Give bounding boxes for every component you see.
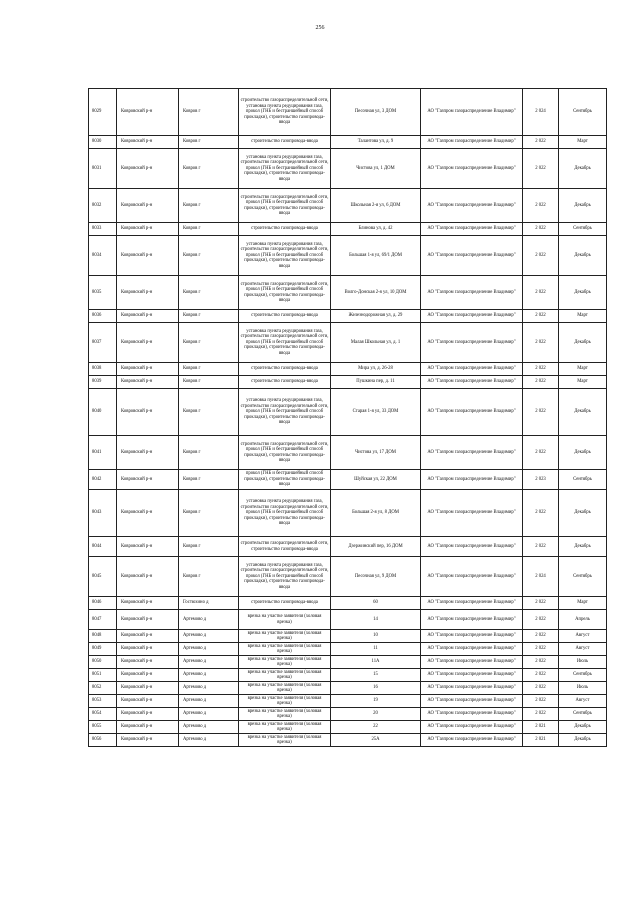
cell-work: строительство газораспределительной сети, прокол (ГНБ и бестраншейный способ прокладки), строительство газопровода-ввода <box>239 436 331 470</box>
cell-address: Чистова ул, 17 ДОМ <box>331 436 421 470</box>
cell-month: Декабрь <box>559 189 607 223</box>
cell-district: Ковровский р-н <box>117 597 179 610</box>
cell-year: 2 022 <box>523 310 559 323</box>
table-row <box>89 708 607 721</box>
cell-org: АО "Газпром газораспределение Владимир" <box>421 276 523 310</box>
cell-month: Июль <box>559 656 607 669</box>
table-row <box>89 557 607 597</box>
cell-work: врезка на участке заявителя (холовая врезка) <box>239 721 331 734</box>
cell-locality: Артемово д <box>179 656 239 669</box>
cell-address: Волго-Донская 2-я ул, 10 ДОМ <box>331 276 421 310</box>
cell-district: Ковровский р-н <box>117 436 179 470</box>
cell-month: Август <box>559 643 607 656</box>
cell-year: 2 022 <box>523 189 559 223</box>
cell-address: 14 <box>331 610 421 630</box>
table-row <box>89 630 607 643</box>
table-row <box>89 669 607 682</box>
cell-org: АО "Газпром газораспределение Владимир" <box>421 236 523 276</box>
cell-district: Ковровский р-н <box>117 695 179 708</box>
cell-code: 8041 <box>89 436 117 470</box>
table-row <box>89 223 607 236</box>
cell-work: прокол (ГНБ и бестраншейный способ прокладки), строительство газопровода-ввода <box>239 470 331 490</box>
cell-month: Июль <box>559 682 607 695</box>
cell-locality: Ковров г <box>179 276 239 310</box>
cell-address: 10 <box>331 630 421 643</box>
cell-year: 2 024 <box>523 89 559 136</box>
cell-year: 2 022 <box>523 436 559 470</box>
cell-code: 8042 <box>89 470 117 490</box>
cell-district: Ковровский р-н <box>117 610 179 630</box>
cell-district: Ковровский р-н <box>117 490 179 537</box>
cell-year: 2 022 <box>523 682 559 695</box>
cell-code: 8038 <box>89 363 117 376</box>
cell-address: 16 <box>331 682 421 695</box>
cell-code: 8050 <box>89 656 117 669</box>
table-row <box>89 695 607 708</box>
cell-org: АО "Газпром газораспределение Владимир" <box>421 721 523 734</box>
cell-month: Март <box>559 376 607 389</box>
cell-locality: Ковров г <box>179 310 239 323</box>
cell-org: АО "Газпром газораспределение Владимир" <box>421 695 523 708</box>
cell-year: 2 022 <box>523 490 559 537</box>
cell-year: 2 023 <box>523 470 559 490</box>
cell-code: 8037 <box>89 323 117 363</box>
cell-address: Песочная ул, 9 ДОМ <box>331 557 421 597</box>
cell-work: установка пункта редуцирования газа, строительство газораспределительной сети, прокол (ГНБ и бестраншейный способ прокладки), строительство газопровода-ввода <box>239 490 331 537</box>
cell-address: Талантова ул, д. 9 <box>331 136 421 149</box>
cell-month: Декабрь <box>559 721 607 734</box>
cell-code: 8043 <box>89 490 117 537</box>
cell-org: АО "Газпром газораспределение Владимир" <box>421 363 523 376</box>
cell-work: врезка на участке заявителя (холовая врезка) <box>239 682 331 695</box>
table-body <box>89 89 607 747</box>
cell-address: 11 <box>331 643 421 656</box>
table-row <box>89 537 607 557</box>
cell-work: врезка на участке заявителя (холовая врезка) <box>239 643 331 656</box>
cell-org: АО "Газпром газораспределение Владимир" <box>421 376 523 389</box>
cell-month: Декабрь <box>559 436 607 470</box>
cell-year: 2 022 <box>523 630 559 643</box>
cell-month: Декабрь <box>559 149 607 189</box>
cell-month: Август <box>559 630 607 643</box>
table-row <box>89 643 607 656</box>
cell-locality: Артемово д <box>179 682 239 695</box>
cell-org: АО "Газпром газораспределение Владимир" <box>421 656 523 669</box>
cell-month: Март <box>559 597 607 610</box>
cell-work: установка пункта редуцирования газа, строительство газораспределительной сети, прокол (ГНБ и бестраншейный способ прокладки), строительство газопровода-ввода <box>239 557 331 597</box>
cell-address: Малая Школьная ул, д. 1 <box>331 323 421 363</box>
cell-month: Август <box>559 695 607 708</box>
cell-work: врезка на участке заявителя (холовая врезка) <box>239 610 331 630</box>
table-row <box>89 389 607 436</box>
table-row <box>89 276 607 310</box>
cell-district: Ковровский р-н <box>117 682 179 695</box>
cell-locality: Ковров г <box>179 189 239 223</box>
cell-code: 8040 <box>89 389 117 436</box>
cell-district: Ковровский р-н <box>117 89 179 136</box>
cell-year: 2 022 <box>523 376 559 389</box>
cell-code: 8055 <box>89 721 117 734</box>
cell-locality: Артемово д <box>179 695 239 708</box>
cell-address: Песочная ул, 3 ДОМ <box>331 89 421 136</box>
cell-month: Декабрь <box>559 236 607 276</box>
cell-year: 2 022 <box>523 695 559 708</box>
cell-locality: Артемово д <box>179 643 239 656</box>
cell-org: АО "Газпром газораспределение Владимир" <box>421 610 523 630</box>
cell-address: Железнодорожная ул, д. 29 <box>331 310 421 323</box>
cell-code: 8030 <box>89 136 117 149</box>
cell-code: 8045 <box>89 557 117 597</box>
cell-year: 2 022 <box>523 363 559 376</box>
table-row <box>89 236 607 276</box>
cell-org: АО "Газпром газораспределение Владимир" <box>421 149 523 189</box>
cell-address: 20 <box>331 708 421 721</box>
cell-year: 2 022 <box>523 276 559 310</box>
table-row <box>89 149 607 189</box>
cell-month: Декабрь <box>559 734 607 747</box>
cell-work: врезка на участке заявителя (холовая врезка) <box>239 734 331 747</box>
table-row <box>89 189 607 223</box>
cell-org: АО "Газпром газораспределение Владимир" <box>421 470 523 490</box>
cell-code: 8051 <box>89 669 117 682</box>
cell-address: 11А <box>331 656 421 669</box>
table-row <box>89 610 607 630</box>
cell-work: строительство газораспределительной сети, строительство газопровода-ввода <box>239 537 331 557</box>
table-row <box>89 310 607 323</box>
cell-org: АО "Газпром газораспределение Владимир" <box>421 537 523 557</box>
cell-district: Ковровский р-н <box>117 708 179 721</box>
table-row <box>89 656 607 669</box>
cell-locality: Артемово д <box>179 708 239 721</box>
cell-month: Сентябрь <box>559 89 607 136</box>
cell-year: 2 021 <box>523 734 559 747</box>
cell-locality: Ковров г <box>179 236 239 276</box>
cell-code: 8032 <box>89 189 117 223</box>
cell-org: АО "Газпром газораспределение Владимир" <box>421 643 523 656</box>
cell-year: 2 022 <box>523 537 559 557</box>
cell-year: 2 022 <box>523 656 559 669</box>
cell-district: Ковровский р-н <box>117 389 179 436</box>
cell-year: 2 022 <box>523 708 559 721</box>
cell-work: строительство газопровода-ввода <box>239 363 331 376</box>
table-row <box>89 597 607 610</box>
cell-month: Сентябрь <box>559 557 607 597</box>
cell-work: врезка на участке заявителя (холовая врезка) <box>239 695 331 708</box>
cell-locality: Ковров г <box>179 149 239 189</box>
cell-code: 8054 <box>89 708 117 721</box>
cell-locality: Ковров г <box>179 537 239 557</box>
cell-locality: Артемово д <box>179 610 239 630</box>
cell-address: 22 <box>331 721 421 734</box>
cell-org: АО "Газпром газораспределение Владимир" <box>421 89 523 136</box>
cell-code: 8056 <box>89 734 117 747</box>
cell-district: Ковровский р-н <box>117 310 179 323</box>
cell-locality: Ковров г <box>179 363 239 376</box>
cell-month: Сентябрь <box>559 223 607 236</box>
cell-address: Мира ул, д. 26-28 <box>331 363 421 376</box>
cell-work: врезка на участке заявителя (холовая врезка) <box>239 669 331 682</box>
cell-locality: Ковров г <box>179 223 239 236</box>
cell-address: Большая 2-я ул, 8 ДОМ <box>331 490 421 537</box>
table-row <box>89 682 607 695</box>
cell-district: Ковровский р-н <box>117 643 179 656</box>
table-row <box>89 721 607 734</box>
cell-year: 2 022 <box>523 136 559 149</box>
cell-district: Ковровский р-н <box>117 470 179 490</box>
cell-month: Декабрь <box>559 490 607 537</box>
cell-locality: Артемово д <box>179 734 239 747</box>
cell-month: Декабрь <box>559 537 607 557</box>
cell-month: Сентябрь <box>559 708 607 721</box>
cell-locality: Ковров г <box>179 470 239 490</box>
cell-address: 19 <box>331 695 421 708</box>
cell-org: АО "Газпром газораспределение Владимир" <box>421 490 523 537</box>
cell-address: 15 <box>331 669 421 682</box>
cell-org: АО "Газпром газораспределение Владимир" <box>421 682 523 695</box>
cell-code: 8034 <box>89 236 117 276</box>
cell-month: Март <box>559 363 607 376</box>
cell-month: Декабрь <box>559 323 607 363</box>
cell-work: строительство газораспределительной сети, прокол (ГНБ и бестраншейный способ прокладки), строительство газопровода-ввода <box>239 189 331 223</box>
cell-district: Ковровский р-н <box>117 236 179 276</box>
cell-locality: Ковров г <box>179 89 239 136</box>
cell-month: Декабрь <box>559 276 607 310</box>
cell-year: 2 022 <box>523 223 559 236</box>
cell-year: 2 024 <box>523 557 559 597</box>
cell-work: строительство газопровода-ввода <box>239 136 331 149</box>
cell-address: Чистова ул, 1 ДОМ <box>331 149 421 189</box>
cell-district: Ковровский р-н <box>117 656 179 669</box>
page-number: 256 <box>315 25 325 31</box>
cell-code: 8044 <box>89 537 117 557</box>
table-row <box>89 363 607 376</box>
cell-year: 2 022 <box>523 643 559 656</box>
cell-year: 2 022 <box>523 323 559 363</box>
cell-work: строительство газопровода-ввода <box>239 223 331 236</box>
cell-code: 8033 <box>89 223 117 236</box>
cell-work: установка пункта редуцирования газа, строительство газораспределительной сети, прокол (ГНБ и бестраншейный способ прокладки), строительство газопровода-ввода <box>239 389 331 436</box>
cell-district: Ковровский р-н <box>117 376 179 389</box>
cell-work: строительство газопровода-ввода <box>239 376 331 389</box>
cell-district: Ковровский р-н <box>117 630 179 643</box>
cell-code: 8049 <box>89 643 117 656</box>
cell-work: установка пункта редуцирования газа, строительство газораспределительной сети, прокол (ГНБ и бестраншейный способ прокладки), строительство газопровода-ввода <box>239 236 331 276</box>
cell-district: Ковровский р-н <box>117 669 179 682</box>
cell-year: 2 022 <box>523 149 559 189</box>
cell-code: 8036 <box>89 310 117 323</box>
cell-locality: Артемово д <box>179 721 239 734</box>
cell-org: АО "Газпром газораспределение Владимир" <box>421 734 523 747</box>
cell-code: 8047 <box>89 610 117 630</box>
cell-org: АО "Газпром газораспределение Владимир" <box>421 597 523 610</box>
cell-address: Школьная 2-я ул, 6 ДОМ <box>331 189 421 223</box>
cell-district: Ковровский р-н <box>117 537 179 557</box>
cell-org: АО "Газпром газораспределение Владимир" <box>421 323 523 363</box>
cell-address: Старая 1-я ул, 33 ДОМ <box>331 389 421 436</box>
cell-district: Ковровский р-н <box>117 721 179 734</box>
cell-work: строительство газораспределительной сети, прокол (ГНБ и бестраншейный способ прокладки), строительство газопровода-ввода <box>239 276 331 310</box>
cell-district: Ковровский р-н <box>117 149 179 189</box>
cell-locality: Гостюхино д <box>179 597 239 610</box>
cell-code: 8029 <box>89 89 117 136</box>
gasification-table <box>88 88 607 747</box>
cell-work: врезка на участке заявителя (холовая врезка) <box>239 708 331 721</box>
cell-code: 8046 <box>89 597 117 610</box>
cell-month: Март <box>559 310 607 323</box>
table-row <box>89 436 607 470</box>
cell-org: АО "Газпром газораспределение Владимир" <box>421 436 523 470</box>
cell-month: Сентябрь <box>559 470 607 490</box>
cell-org: АО "Газпром газораспределение Владимир" <box>421 669 523 682</box>
cell-district: Ковровский р-н <box>117 276 179 310</box>
table-row <box>89 470 607 490</box>
table-row <box>89 136 607 149</box>
cell-work: установка пункта редуцирования газа, строительство газораспределительной сети, прокол (ГНБ и бестраншейный способ прокладки), строительство газопровода-ввода <box>239 323 331 363</box>
cell-year: 2 021 <box>523 721 559 734</box>
cell-work: строительство газораспределительной сети, установка пункта редуцирования газа, прокол (ГНБ и бестраншейный способ прокладки), строительство газопровода-ввода <box>239 89 331 136</box>
cell-code: 8031 <box>89 149 117 189</box>
cell-address: 25А <box>331 734 421 747</box>
cell-address: Большая 1-я ул, 69/1 ДОМ <box>331 236 421 276</box>
cell-year: 2 022 <box>523 389 559 436</box>
cell-month: Март <box>559 136 607 149</box>
cell-org: АО "Газпром газораспределение Владимир" <box>421 136 523 149</box>
cell-month: Декабрь <box>559 389 607 436</box>
cell-locality: Ковров г <box>179 490 239 537</box>
cell-address: Пушкина пер, д. 11 <box>331 376 421 389</box>
table-row <box>89 323 607 363</box>
cell-district: Ковровский р-н <box>117 363 179 376</box>
cell-work: врезка на участке заявителя (холовая врезка) <box>239 630 331 643</box>
cell-work: установка пункта редуцирования газа, строительство газораспределительной сети, прокол (ГНБ и бестраншейный способ прокладки), строительство газопровода-ввода <box>239 149 331 189</box>
cell-org: АО "Газпром газораспределение Владимир" <box>421 708 523 721</box>
cell-code: 8048 <box>89 630 117 643</box>
cell-locality: Ковров г <box>179 323 239 363</box>
table-row <box>89 89 607 136</box>
cell-org: АО "Газпром газораспределение Владимир" <box>421 223 523 236</box>
cell-year: 2 022 <box>523 236 559 276</box>
cell-locality: Артемово д <box>179 630 239 643</box>
cell-locality: Артемово д <box>179 669 239 682</box>
cell-locality: Ковров г <box>179 557 239 597</box>
cell-org: АО "Газпром газораспределение Владимир" <box>421 389 523 436</box>
cell-address: Дзержинский пер, 16 ДОМ <box>331 537 421 557</box>
cell-org: АО "Газпром газораспределение Владимир" <box>421 557 523 597</box>
cell-org: АО "Газпром газораспределение Владимир" <box>421 189 523 223</box>
cell-year: 2 022 <box>523 669 559 682</box>
cell-month: Апрель <box>559 610 607 630</box>
cell-work: врезка на участке заявителя (холовая врезка) <box>239 656 331 669</box>
cell-year: 2 022 <box>523 610 559 630</box>
cell-org: АО "Газпром газораспределение Владимир" <box>421 630 523 643</box>
cell-org: АО "Газпром газораспределение Владимир" <box>421 310 523 323</box>
table-row <box>89 734 607 747</box>
cell-locality: Ковров г <box>179 389 239 436</box>
cell-year: 2 022 <box>523 597 559 610</box>
cell-locality: Ковров г <box>179 376 239 389</box>
cell-district: Ковровский р-н <box>117 734 179 747</box>
cell-code: 8039 <box>89 376 117 389</box>
cell-district: Ковровский р-н <box>117 136 179 149</box>
cell-district: Ковровский р-н <box>117 557 179 597</box>
cell-code: 8052 <box>89 682 117 695</box>
cell-address: Шуйская ул, 22 ДОМ <box>331 470 421 490</box>
table-row <box>89 490 607 537</box>
cell-work: строительство газопровода-ввода <box>239 310 331 323</box>
cell-district: Ковровский р-н <box>117 223 179 236</box>
table-row <box>89 376 607 389</box>
cell-locality: Ковров г <box>179 436 239 470</box>
cell-code: 8053 <box>89 695 117 708</box>
cell-work: строительство газопровода-ввода <box>239 597 331 610</box>
cell-district: Ковровский р-н <box>117 323 179 363</box>
cell-code: 8035 <box>89 276 117 310</box>
cell-district: Ковровский р-н <box>117 189 179 223</box>
cell-address: Блинова ул, д. 42 <box>331 223 421 236</box>
cell-locality: Ковров г <box>179 136 239 149</box>
cell-address: 60 <box>331 597 421 610</box>
cell-month: Сентябрь <box>559 669 607 682</box>
